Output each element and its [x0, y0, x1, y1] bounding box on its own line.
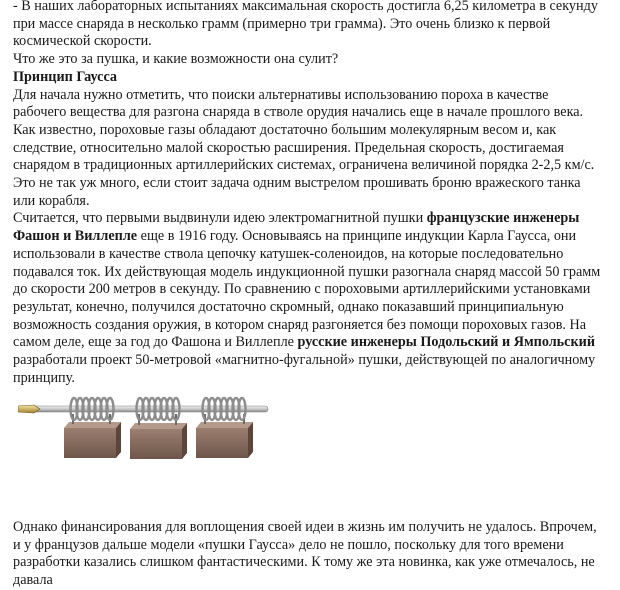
question-line: Что же это за пушка, и какие возможности она сулит?: [13, 51, 339, 68]
paragraph-funding: Однако финансирования для воплощения своей идеи в жизнь им получить не удалось. Впрочем, и у французов дальше модели «пушки Гаусса» дело не пошло, поскольку для того времени разработки казались слишком фантастическими. К тому же эта новинка, как уже отмечалось, не давала: [13, 519, 597, 589]
russian-engineers: русские инженеры Подольский и Ямпольский: [297, 334, 596, 351]
coil-base-box: [196, 422, 253, 458]
french-engineers: французские инженеры Фашон и Виллеплe: [13, 210, 580, 245]
gauss-coil-gun-illustration: [18, 384, 276, 484]
coil-base-box: [130, 423, 187, 459]
section-heading: Принцип Гаусса: [13, 68, 118, 85]
paragraph-inventors: Считается, что первыми выдвинули идею электромагнитной пушки французские инженеры Фашон и Виллеплe еще в 1916 году. Основываясь на принципе индукции Карла Гаусса, они использовали в качестве ствола цепочку катушек-соленоидов, на которые последовательно подавался ток. Их действующая модель индукционной пушки разогнала снаряд массой 50 грамм до скорости 200 метров в секунду. По сравнению с пороховыми артиллерийскими установками результат, конечно, получился достаточно скромный, однако показавший принципиальную возможность создания оружия, в котором снаряд разгоняется без помощи пороховых газов. На самом деле, еще за год до Фашона и Виллеплe русские инженеры Подольский и Ямпольский разработали проект 50-метровой «магнитно-фугальной» пушки, действующей по аналогичному принципу.: [13, 210, 601, 386]
article-body-top: [13, 0, 605, 387]
article-body-bottom: [13, 519, 605, 590]
intro-paragraph: - В наших лабораторных испытаниях максимальная скорость достигла 6,25 километра в секунду при массе снаряда в несколько грамм (примерно три грамма). Это очень близко к первой космической скорости.: [13, 0, 598, 50]
coil-base-box: [64, 422, 121, 458]
paragraph-history: Для начала нужно отметить, что поиски альтернативы использованию пороха в качестве рабочего вещества для разгона снаряда в стволе орудия начались еще в начале прошлого века. Как известно, пороховые газы обладают достаточно большим молекулярным весом и, как следствие, относительно малой скоростью расширения. Предельная скорость, достигаемая снарядом в традиционных артиллерийских системах, ограничена величиной порядка 2-2,5 км/с. Это не так уж много, если стоит задача одним выстрелом прошивать броню вражеского танка или корабля.: [13, 86, 595, 209]
